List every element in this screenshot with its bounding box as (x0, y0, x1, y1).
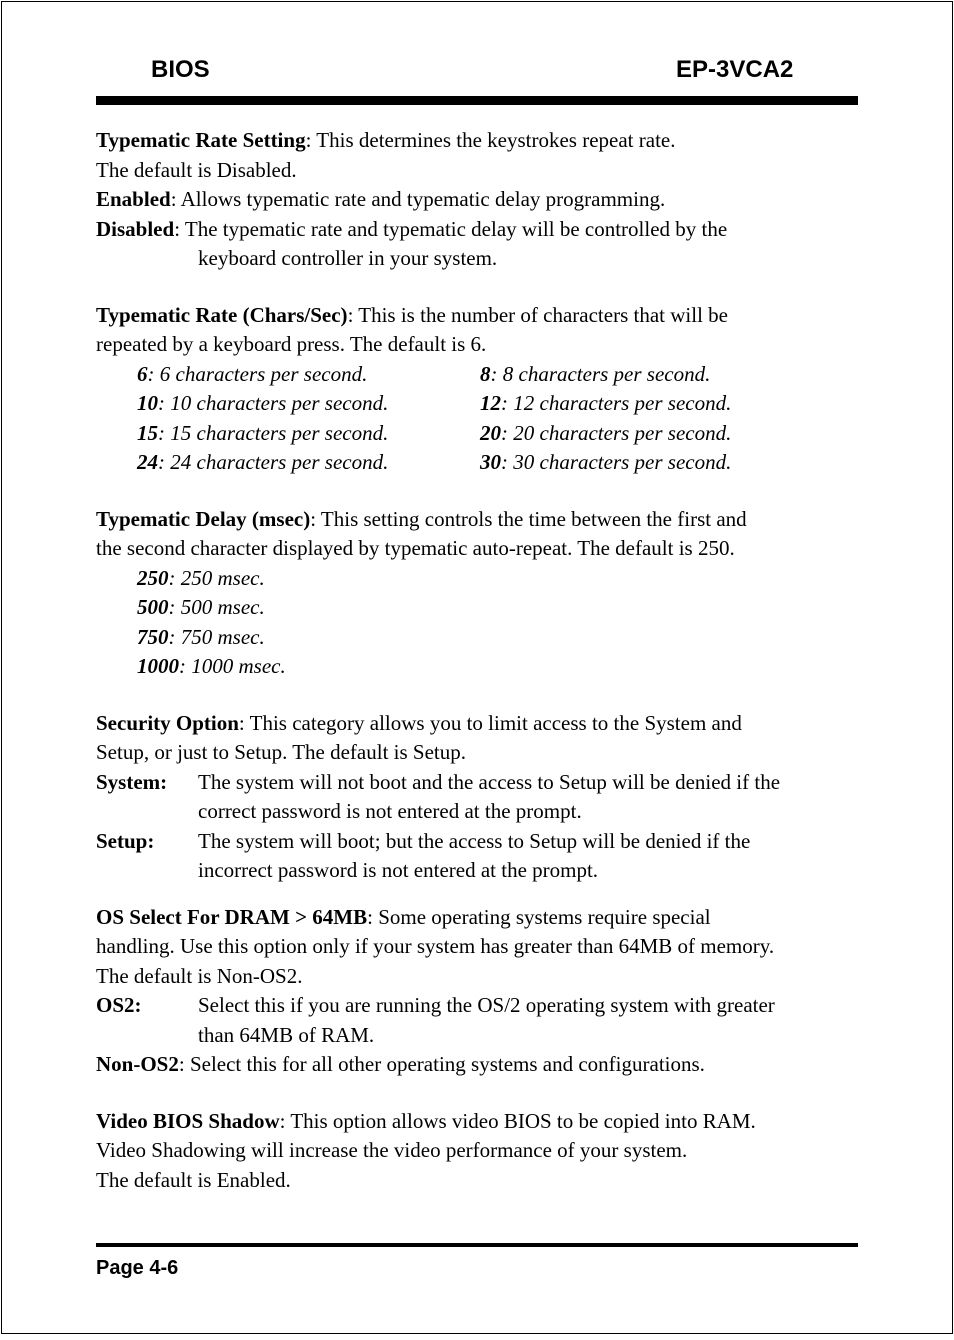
security-option-desc: : This category allows you to limit access to the System and (238, 710, 742, 735)
typematic-delay-title: Typematic Delay (msec) (96, 506, 311, 531)
typematic-rate-title: Typematic Rate (Chars/Sec) (96, 302, 348, 327)
rate-value: 6 (137, 361, 148, 386)
os-select-default: The default is Non-OS2. (96, 963, 303, 988)
setup-text-cont: incorrect password is not entered at the prompt. (198, 858, 599, 882)
os-select-desc-cont: handling. Use this option only if your system has greater than 64MB of memory. (96, 934, 775, 958)
delay-value: 750 (137, 624, 169, 649)
typematic-delay-heading (96, 505, 866, 535)
rate-text: : 30 characters per second. (501, 450, 732, 474)
rate-text: : 8 characters per second. (490, 361, 711, 386)
os2-label: OS2 (96, 993, 135, 1017)
delay-value: 250 (137, 565, 169, 590)
typematic-rate-desc: : This is the number of characters that will be (347, 302, 728, 327)
system-label: System (96, 769, 161, 794)
typematic-delay-desc: : This setting controls the time between the first and (310, 506, 747, 531)
header-model: EP-3VCA2 (676, 56, 794, 83)
nonos2-option (96, 1050, 866, 1080)
disabled-text-cont: keyboard controller in your system. (198, 246, 498, 270)
system-text: The system will not boot and the access to Setup will be denied if the (198, 769, 781, 794)
video-bios-shadow-title: Video BIOS Shadow (96, 1108, 280, 1133)
security-option-heading (96, 709, 866, 739)
enabled-option (96, 185, 866, 215)
rate-value: 10 (137, 391, 158, 415)
rate-option-row (96, 419, 866, 449)
rate-value: 20 (480, 420, 501, 445)
os-select-title: OS Select For DRAM > 64MB (96, 904, 368, 929)
typematic-rate-setting-desc: : This determines the keystrokes repeat rate. (305, 128, 676, 152)
enabled-text: : Allows typematic rate and typematic delay programming. (170, 187, 666, 211)
rate-option-row (96, 389, 866, 419)
rate-option-row (96, 360, 866, 390)
header-bios: BIOS (151, 56, 210, 83)
page-number: Page 4-6 (96, 1257, 179, 1279)
typematic-rate-setting-title: Typematic Rate Setting (96, 128, 306, 152)
typematic-rate-setting-default: The default is Disabled. (96, 157, 297, 182)
video-bios-shadow-heading (96, 1107, 866, 1137)
typematic-rate-heading (96, 301, 866, 331)
rate-text: : 15 characters per second. (158, 420, 389, 445)
typematic-delay-desc-cont: the second character displayed by typematic auto-repeat. The default is 250. (96, 536, 735, 560)
os2-option: OS2: Select this if you are running the OS/2 operating system with greater (96, 991, 866, 1021)
rate-text: : 24 characters per second. (158, 450, 389, 474)
setup-option: Setup: The system will boot; but the access to Setup will be denied if the (96, 827, 866, 857)
footer-rule (96, 1243, 858, 1247)
typematic-rate-setting-heading (96, 126, 866, 156)
system-text-cont: correct password is not entered at the prompt. (198, 799, 582, 823)
disabled-option (96, 215, 866, 245)
os2-text-cont: than 64MB of RAM. (198, 1022, 375, 1047)
delay-option (96, 593, 866, 623)
system-option: System: The system will not boot and the access to Setup will be denied if the (96, 768, 866, 798)
video-bios-shadow-desc-cont: Video Shadowing will increase the video performance of your system. (96, 1138, 688, 1162)
rate-value: 8 (480, 361, 491, 386)
rate-text: : 12 characters per second. (501, 391, 732, 415)
rate-value: 30 (480, 450, 501, 474)
os-select-desc: : Some operating systems require special (367, 904, 711, 929)
rate-text: : 20 characters per second. (501, 420, 732, 445)
header-rule (96, 96, 858, 105)
setup-label: Setup (96, 828, 148, 853)
delay-value: 1000 (137, 654, 179, 678)
delay-text: : 500 msec. (168, 595, 265, 619)
rate-text: : 10 characters per second. (158, 391, 389, 415)
delay-text: : 750 msec. (168, 624, 265, 649)
rate-value: 24 (137, 450, 158, 474)
rate-option-row (96, 448, 866, 478)
os-select-heading (96, 903, 866, 933)
enabled-label: Enabled (96, 187, 171, 211)
delay-value: 500 (137, 595, 169, 619)
security-option-title: Security Option (96, 710, 239, 735)
video-bios-shadow-desc: : This option allows video BIOS to be copied into RAM. (279, 1108, 756, 1133)
rate-text: : 6 characters per second. (147, 361, 368, 386)
typematic-rate-desc-cont: repeated by a keyboard press. The default is 6. (96, 332, 487, 356)
rate-value: 12 (480, 391, 501, 415)
nonos2-label: Non-OS2 (96, 1052, 179, 1076)
manual-content (96, 126, 866, 1195)
nonos2-text: : Select this for all other operating systems and configurations. (178, 1052, 705, 1076)
setup-text: The system will boot; but the access to Setup will be denied if the (198, 828, 751, 853)
delay-text: : 1000 msec. (179, 654, 286, 678)
security-option-desc-cont: Setup, or just to Setup. The default is Setup. (96, 740, 467, 764)
os2-text: Select this if you are running the OS/2 operating system with greater (198, 993, 775, 1017)
disabled-text: : The typematic rate and typematic delay will be controlled by the (174, 216, 728, 241)
delay-text: : 250 msec. (168, 565, 265, 590)
video-bios-shadow-default: The default is Enabled. (96, 1167, 291, 1192)
delay-option (96, 564, 866, 594)
rate-value: 15 (137, 420, 158, 445)
delay-option (96, 623, 866, 653)
disabled-label: Disabled (96, 216, 175, 241)
delay-option (96, 652, 866, 682)
